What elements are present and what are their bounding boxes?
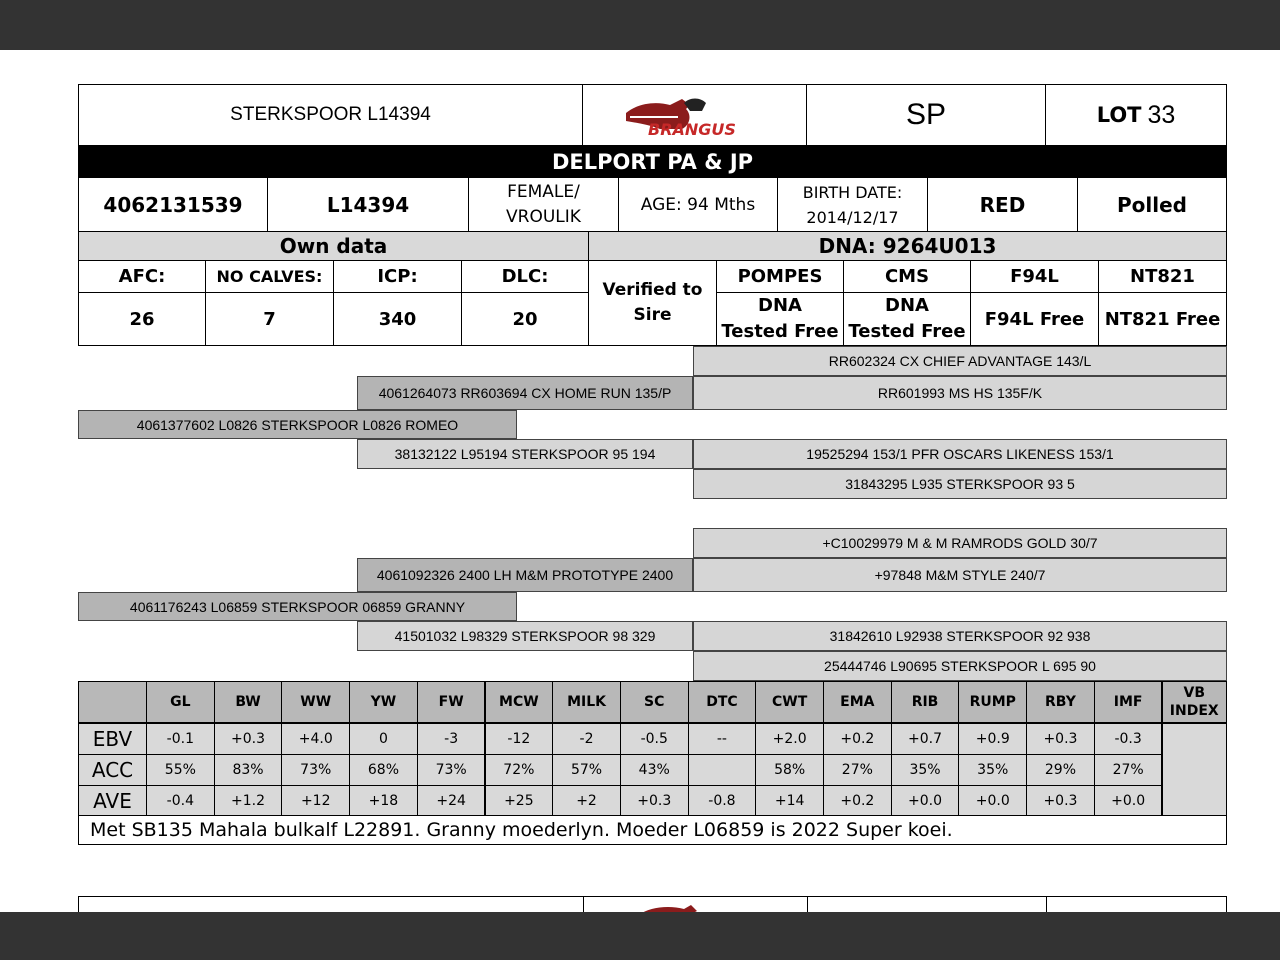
tag-number: L14394 xyxy=(267,177,469,232)
genetics-cell-acc-ww: 73% xyxy=(281,754,350,786)
genetics-cell-acc-rump: 35% xyxy=(958,754,1027,786)
horn-status: Polled xyxy=(1077,177,1227,232)
pedigree-dam-dam-dam: 25444746 L90695 STERKSPOOR L 695 90 xyxy=(693,651,1227,681)
genetics-cell-ebv-imf: -0.3 xyxy=(1094,723,1163,755)
genetics-cell-acc-fw: 73% xyxy=(417,754,486,786)
genetics-cell-acc-cwt: 58% xyxy=(755,754,824,786)
pedigree-dam-sire: 4061092326 2400 LH M&M PROTOTYPE 2400 xyxy=(357,558,693,592)
genetics-cell-acc-milk: 57% xyxy=(552,754,621,786)
genetics-corner xyxy=(78,681,147,723)
genetics-header-imf: IMF xyxy=(1094,681,1163,723)
genetics-cell-ave-imf: +0.0 xyxy=(1094,785,1163,817)
genetics-cell-ebv-ww: +4.0 xyxy=(281,723,350,755)
pedigree-sire: 4061377602 L0826 STERKSPOOR L0826 ROMEO xyxy=(78,410,517,439)
nt821-result: NT821 Free xyxy=(1098,292,1227,346)
genetics-cell-ave-rib: +0.0 xyxy=(891,785,960,817)
pompes-result: DNA Tested Free xyxy=(716,292,844,346)
genetics-cell-acc-gl: 55% xyxy=(146,754,215,786)
genetics-cell-ebv-rib: +0.7 xyxy=(891,723,960,755)
genetics-cell-acc-ema: 27% xyxy=(823,754,892,786)
genetics-cell-ave-mcw: +25 xyxy=(485,785,554,817)
bull-logo-icon xyxy=(620,91,770,139)
genetics-cell-ebv-sc: -0.5 xyxy=(620,723,689,755)
birth-date: BIRTH DATE: 2014/12/17 xyxy=(777,177,928,232)
pompes-label: POMPES xyxy=(716,260,844,293)
pedigree-sire-sire-dam: RR601993 MS HS 135F/K xyxy=(693,376,1227,410)
genetics-cell-ebv-fw: -3 xyxy=(417,723,486,755)
vb-index-value xyxy=(1162,723,1228,817)
genetics-cell-ebv-cwt: +2.0 xyxy=(755,723,824,755)
lot-number: LOT 33 xyxy=(1045,84,1227,146)
genetics-cell-ebv-rump: +0.9 xyxy=(958,723,1027,755)
brangus-logo xyxy=(582,84,807,146)
genetics-cell-ave-dtc: -0.8 xyxy=(688,785,757,817)
genetics-cell-ebv-bw: +0.3 xyxy=(214,723,283,755)
dna-title: DNA: 9264U013 xyxy=(588,231,1227,261)
genetics-cell-acc-yw: 68% xyxy=(349,754,418,786)
genetics-header-mcw: MCW xyxy=(485,681,554,723)
genetics-header-rby: RBY xyxy=(1026,681,1095,723)
registration-number: 4062131539 xyxy=(78,177,268,232)
pedigree-dam-sire-dam: +97848 M&M STYLE 240/7 xyxy=(693,558,1227,592)
genetics-cell-ebv-gl: -0.1 xyxy=(146,723,215,755)
genetics-cell-ebv-yw: 0 xyxy=(349,723,418,755)
genetics-header-yw: YW xyxy=(349,681,418,723)
genetics-header-ema: EMA xyxy=(823,681,892,723)
genetics-cell-ave-fw: +24 xyxy=(417,785,486,817)
f94l-result: F94L Free xyxy=(970,292,1099,346)
svg-text:BRANGUS: BRANGUS xyxy=(647,120,736,139)
genetics-cell-ave-sc: +0.3 xyxy=(620,785,689,817)
genetics-cell-acc-rby: 29% xyxy=(1026,754,1095,786)
genetics-cell-ave-rby: +0.3 xyxy=(1026,785,1095,817)
genetics-header-cwt: CWT xyxy=(755,681,824,723)
genetics-cell-ave-rump: +0.0 xyxy=(958,785,1027,817)
genetics-cell-ave-bw: +1.2 xyxy=(214,785,283,817)
pedigree-sire-sire-sire: RR602324 CX CHIEF ADVANTAGE 143/L xyxy=(693,346,1227,376)
breeder-name: DELPORT PA & JP xyxy=(78,146,1227,177)
f94l-label: F94L xyxy=(970,260,1099,293)
age: AGE: 94 Mths xyxy=(618,177,778,232)
genetics-cell-ave-yw: +18 xyxy=(349,785,418,817)
sex: FEMALE/ VROULIK xyxy=(468,177,619,232)
viewer-top-bar xyxy=(0,0,1280,50)
viewer-bottom-bar xyxy=(0,912,1280,960)
own-data-title: Own data xyxy=(78,231,589,261)
vb-index-line2: INDEX xyxy=(1169,703,1219,719)
genetics-cell-ave-ww: +12 xyxy=(281,785,350,817)
genetics-cell-ave-milk: +2 xyxy=(552,785,621,817)
cms-result: DNA Tested Free xyxy=(843,292,971,346)
herd-prefix: SP xyxy=(806,84,1046,146)
genetics-cell-ave-ema: +0.2 xyxy=(823,785,892,817)
dlc-label: DLC: xyxy=(461,260,589,293)
genetics-header-rib: RIB xyxy=(891,681,960,723)
icp-label: ICP: xyxy=(333,260,462,293)
genetics-header-rump: RUMP xyxy=(958,681,1027,723)
animal-name: STERKSPOOR L14394 xyxy=(78,84,583,146)
dlc-value: 20 xyxy=(461,292,589,346)
genetics-cell-acc-sc: 43% xyxy=(620,754,689,786)
afc-value: 26 xyxy=(78,292,206,346)
genetics-row-label-ebv: EBV xyxy=(78,723,147,755)
pedigree-sire-dam: 38132122 L95194 STERKSPOOR 95 194 xyxy=(357,439,693,469)
colour: RED xyxy=(927,177,1078,232)
genetics-cell-ebv-ema: +0.2 xyxy=(823,723,892,755)
vb-index-header xyxy=(1162,681,1228,723)
genetics-row-label-acc: ACC xyxy=(78,754,147,786)
genetics-cell-acc-imf: 27% xyxy=(1094,754,1163,786)
genetics-cell-ebv-rby: +0.3 xyxy=(1026,723,1095,755)
genetics-cell-ebv-mcw: -12 xyxy=(485,723,554,755)
genetics-row-label-ave: AVE xyxy=(78,785,147,817)
genetics-cell-ave-cwt: +14 xyxy=(755,785,824,817)
pedigree-dam-dam: 41501032 L98329 STERKSPOOR 98 329 xyxy=(357,621,693,651)
no-calves-value: 7 xyxy=(205,292,334,346)
genetics-header-gl: GL xyxy=(146,681,215,723)
genetics-cell-ebv-milk: -2 xyxy=(552,723,621,755)
genetics-header-dtc: DTC xyxy=(688,681,757,723)
pedigree-dam-sire-sire: +C10029979 M & M RAMRODS GOLD 30/7 xyxy=(693,528,1227,558)
no-calves-label: NO CALVES: xyxy=(205,260,334,293)
nt821-label: NT821 xyxy=(1098,260,1227,293)
genetics-cell-acc-mcw: 72% xyxy=(485,754,554,786)
comment: Met SB135 Mahala bulkalf L22891. Granny moederlyn. Moeder L06859 is 2022 Super koei. xyxy=(78,815,1227,845)
genetics-cell-ebv-dtc: -- xyxy=(688,723,757,755)
pedigree-dam-dam-sire: 31842610 L92938 STERKSPOOR 92 938 xyxy=(693,621,1227,651)
pedigree-dam: 4061176243 L06859 STERKSPOOR 06859 GRANNY xyxy=(78,592,517,621)
vb-index-line1: VB xyxy=(1183,685,1205,701)
icp-value: 340 xyxy=(333,292,462,346)
afc-label: AFC: xyxy=(78,260,206,293)
pedigree-sire-sire: 4061264073 RR603694 CX HOME RUN 135/P xyxy=(357,376,693,410)
genetics-header-fw: FW xyxy=(417,681,486,723)
verified-to-sire: Verified to Sire xyxy=(588,260,717,346)
genetics-cell-acc-rib: 35% xyxy=(891,754,960,786)
genetics-cell-acc-dtc xyxy=(688,754,757,786)
genetics-cell-ave-gl: -0.4 xyxy=(146,785,215,817)
genetics-cell-acc-bw: 83% xyxy=(214,754,283,786)
cms-label: CMS xyxy=(843,260,971,293)
genetics-header-ww: WW xyxy=(281,681,350,723)
pedigree-sire-dam-dam: 31843295 L935 STERKSPOOR 93 5 xyxy=(693,469,1227,499)
genetics-header-sc: SC xyxy=(620,681,689,723)
genetics-header-milk: MILK xyxy=(552,681,621,723)
pedigree-sire-dam-sire: 19525294 153/1 PFR OSCARS LIKENESS 153/1 xyxy=(693,439,1227,469)
genetics-header-bw: BW xyxy=(214,681,283,723)
